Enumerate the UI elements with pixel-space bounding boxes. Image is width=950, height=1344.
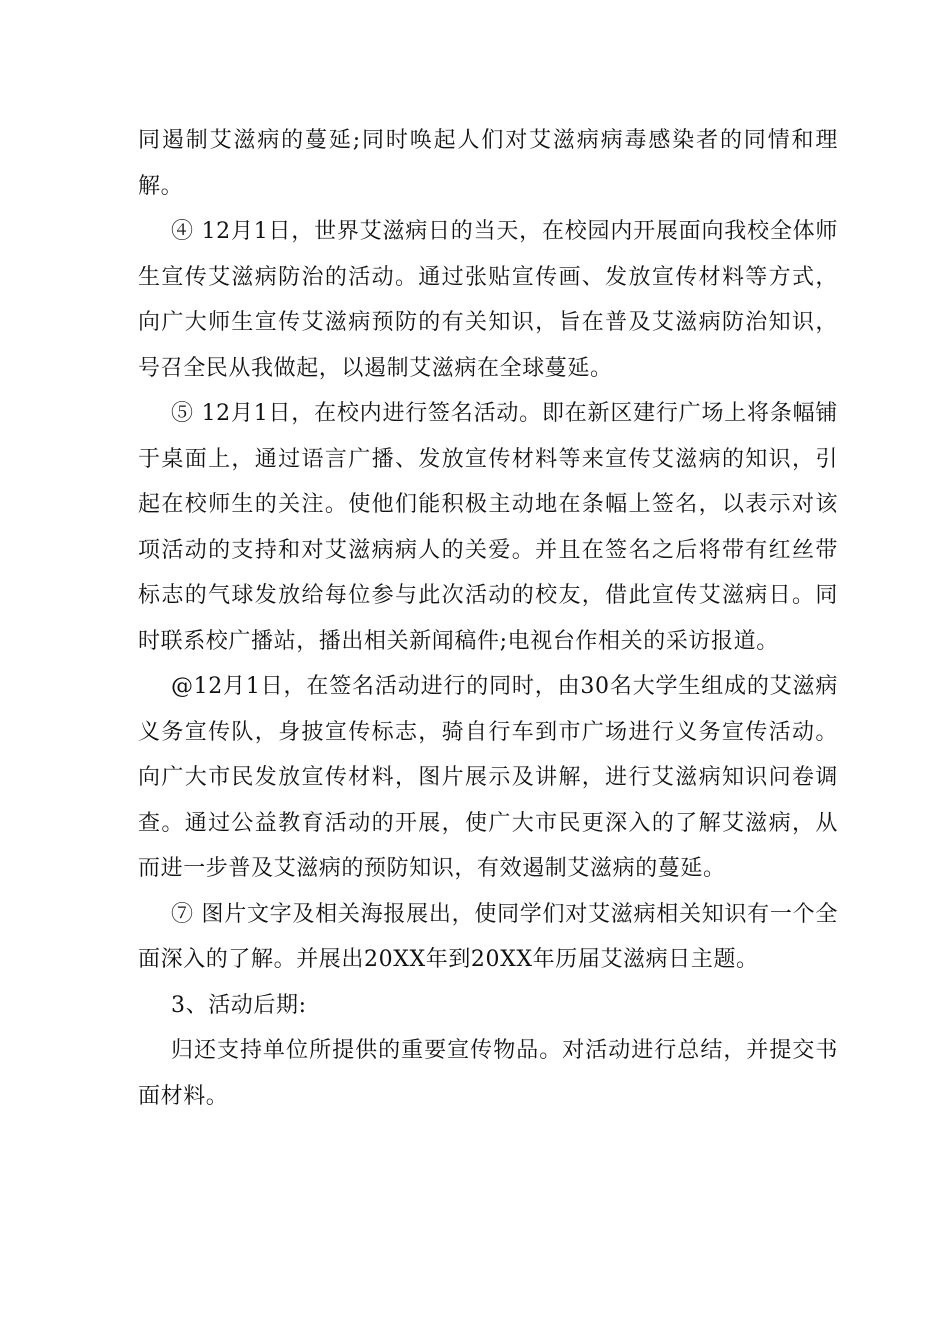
paragraph-item-6: @12月1日，在签名活动进行的同时，由30名大学生组成的艾滋病义务宣传队，身披宣传标志，骑自行车到市广场进行义务宣传活动。向广大市民发放宣传材料，图片展示及讲解，进行艾滋病知识问卷调查。通过公益教育活动的开展，使广大市民更深入的了解艾滋病，从而进一步普及艾滋病的预防知识，有效遏制艾滋病的蔓延。 bbox=[138, 674, 838, 881]
paragraph-continuation: 同遏制艾滋病的蔓延;同时唤起人们对艾滋病病毒感染者的同情和理解。 bbox=[138, 128, 838, 199]
document-body bbox=[138, 118, 838, 1119]
paragraph-item-4: ④ 12月1日，世界艾滋病日的当天，在校园内开展面向我校全体师生宣传艾滋病防治的活动。通过张贴宣传画、发放宣传材料等方式，向广大师生宣传艾滋病预防的有关知识，旨在普及艾滋病防治知识，号召全民从我做起，以遏制艾滋病在全球蔓延。 bbox=[138, 219, 838, 381]
paragraph-post-activity: 归还支持单位所提供的重要宣传物品。对活动进行总结，并提交书面材料。 bbox=[138, 1038, 838, 1109]
paragraph-item-5: ⑤ 12月1日，在校内进行签名活动。即在新区建行广场上将条幅铺于桌面上，通过语言广播、发放宣传材料等来宣传艾滋病的知识，引起在校师生的关注。使他们能积极主动地在条幅上签名，以表示对该项活动的支持和对艾滋病病人的关爱。并且在签名之后将带有红丝带标志的气球发放给每位参与此次活动的校友，借此宣传艾滋病日。同时联系校广播站，播出相关新闻稿件;电视台作相关的采访报道。 bbox=[138, 401, 838, 654]
paragraph-item-7: ⑦ 图片文字及相关海报展出，使同学们对艾滋病相关知识有一个全面深入的了解。并展出20XX年到20XX年历届艾滋病日主题。 bbox=[138, 901, 838, 972]
section-heading-post-activity: 3、活动后期: bbox=[171, 992, 307, 1018]
